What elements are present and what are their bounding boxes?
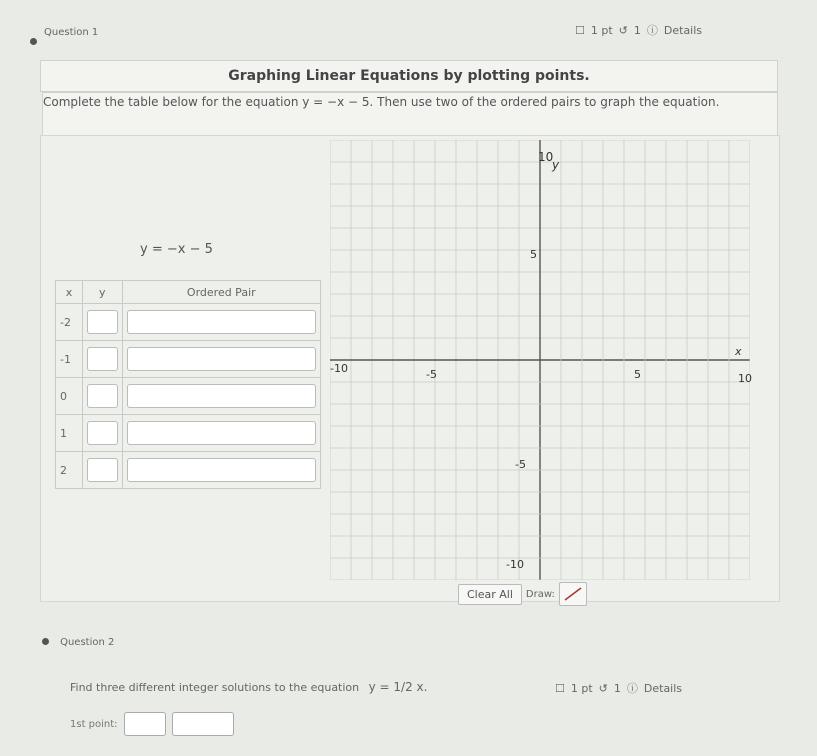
question2-prompt-text: Find three different integer solutions to the equation (70, 681, 360, 694)
details-link[interactable]: Details (643, 681, 683, 695)
x-tick-10: 10 (738, 372, 752, 385)
ordered-pair-input[interactable] (127, 310, 316, 334)
page-title: Graphing Linear Equations by plotting points. (228, 68, 590, 84)
table-row (56, 341, 321, 378)
x-tick-neg5: -5 (426, 368, 437, 381)
question2-prompt (70, 680, 427, 694)
y-input[interactable] (87, 421, 118, 445)
table-row (56, 415, 321, 452)
ordered-pair-input[interactable] (127, 384, 316, 408)
x-value: 0 (56, 378, 83, 415)
first-point-row (70, 712, 234, 736)
ordered-pair-input[interactable] (127, 347, 316, 371)
details-icon[interactable]: ⓘ (626, 682, 638, 695)
details-link[interactable]: Details (663, 23, 703, 37)
table-header-y: y (83, 281, 123, 304)
question2-header (42, 630, 114, 649)
table-row (56, 452, 321, 489)
x-tick-5: 5 (634, 368, 641, 381)
ordered-pair-input[interactable] (127, 421, 316, 445)
y-axis-label: y (552, 158, 560, 172)
x-axis-label: x (735, 345, 742, 358)
graph-grid[interactable] (330, 140, 750, 580)
points-label: 1 pt (590, 23, 613, 37)
question1-label: Question 1 (44, 27, 99, 38)
question1-title-bar (40, 60, 778, 92)
retry-icon: ↺ (618, 23, 628, 37)
line-tool-icon (562, 585, 584, 603)
table-row (56, 378, 321, 415)
equation-display: y = −x − 5 (140, 242, 213, 257)
question-bullet (42, 638, 49, 645)
draw-label: Draw: (525, 588, 555, 600)
table-header-ordered-pair: Ordered Pair (122, 281, 320, 304)
x-tick-neg10: -10 (330, 362, 348, 375)
question2-label: Question 2 (60, 637, 115, 648)
table-header-x: x (56, 281, 83, 304)
y-input[interactable] (87, 347, 118, 371)
clear-all-button[interactable]: Clear All (458, 584, 522, 605)
points-label: 1 pt (570, 681, 593, 695)
line-tool-button[interactable] (559, 582, 587, 606)
points-icon: ☐ (555, 681, 565, 695)
question2-meta (555, 680, 682, 696)
question1-header (30, 22, 790, 52)
retry-icon: ↺ (598, 681, 608, 695)
question-bullet (30, 30, 37, 49)
y-tick-neg10: -10 (506, 558, 524, 571)
y-tick-neg5: -5 (515, 458, 526, 471)
x-value: 2 (56, 452, 83, 489)
tries-count: 1 (613, 681, 621, 695)
y-tick-5: 5 (530, 248, 537, 261)
first-point-label: 1st point: (70, 718, 118, 730)
y-input[interactable] (87, 384, 118, 408)
x-value: -1 (56, 341, 83, 378)
xy-table (55, 280, 321, 489)
instructions-text: Complete the table below for the equation y = −x − 5. Then use two of the ordered pairs to graph the equation. (43, 95, 720, 109)
y-input[interactable] (87, 310, 118, 334)
point-y-input[interactable] (172, 712, 234, 736)
table-row (56, 304, 321, 341)
ordered-pair-input[interactable] (127, 458, 316, 482)
graph-toolbar (458, 582, 587, 606)
point-x-input[interactable] (124, 712, 166, 736)
points-icon: ☐ (575, 23, 585, 37)
y-tick-top: 10 (538, 150, 554, 164)
question1-instructions (42, 92, 778, 138)
x-value: -2 (56, 304, 83, 341)
details-icon[interactable]: ⓘ (646, 24, 658, 37)
tries-count: 1 (633, 23, 641, 37)
graph-area[interactable] (330, 140, 750, 580)
question2-equation: y = 1/2 x. (368, 680, 428, 694)
y-input[interactable] (87, 458, 118, 482)
x-value: 1 (56, 415, 83, 452)
